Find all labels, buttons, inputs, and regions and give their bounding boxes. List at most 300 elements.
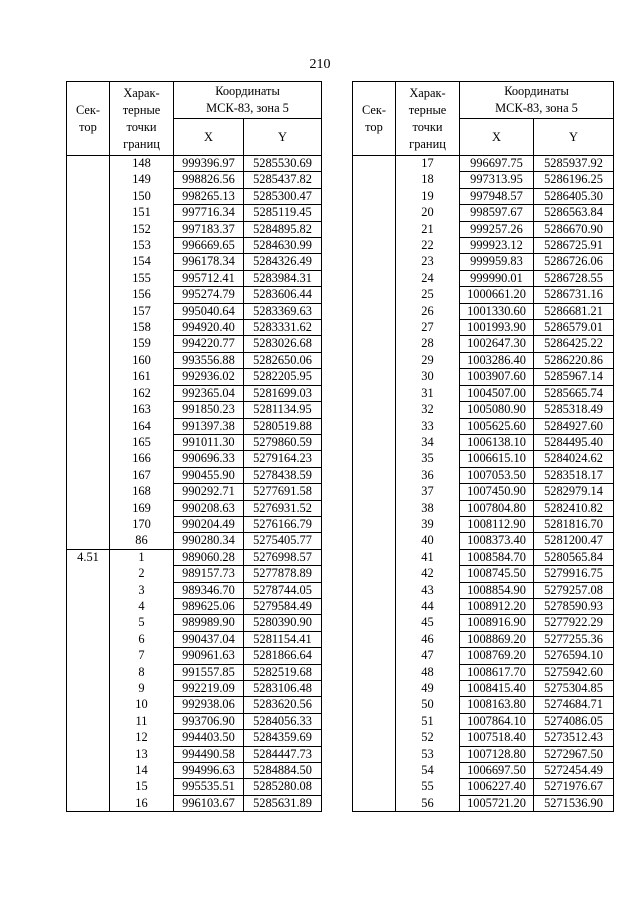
cell-point: 29 xyxy=(396,352,460,368)
cell-x: 1000661.20 xyxy=(460,287,534,303)
cell-x: 990455.90 xyxy=(174,467,244,483)
cell-x: 996103.67 xyxy=(174,795,244,811)
cell-x: 995040.64 xyxy=(174,303,244,319)
cell-sector xyxy=(67,385,110,401)
cell-point: 47 xyxy=(396,648,460,664)
cell-point: 157 xyxy=(110,303,174,319)
cell-y: 5276594.10 xyxy=(534,648,614,664)
header-x: X xyxy=(174,119,244,156)
cell-x: 1005080.90 xyxy=(460,402,534,418)
cell-x: 989060.28 xyxy=(174,549,244,565)
cell-y: 5281816.70 xyxy=(534,516,614,532)
table-row xyxy=(353,418,614,434)
cell-point: 54 xyxy=(396,763,460,779)
table-row xyxy=(67,320,322,336)
cell-point: 45 xyxy=(396,615,460,631)
table-row xyxy=(353,713,614,729)
cell-x: 1007518.40 xyxy=(460,730,534,746)
table-row xyxy=(353,681,614,697)
cell-x: 990208.63 xyxy=(174,500,244,516)
header-x: X xyxy=(460,119,534,156)
cell-sector xyxy=(67,352,110,368)
cell-sector xyxy=(67,598,110,614)
cell-point: 12 xyxy=(110,730,174,746)
table-row xyxy=(67,664,322,680)
cell-point: 165 xyxy=(110,434,174,450)
table-row xyxy=(67,549,322,565)
table-row xyxy=(67,516,322,532)
cell-sector xyxy=(67,713,110,729)
cell-point: 40 xyxy=(396,533,460,549)
table-row xyxy=(67,352,322,368)
cell-y: 5285530.69 xyxy=(244,156,322,172)
cell-point: 161 xyxy=(110,369,174,385)
cell-point: 159 xyxy=(110,336,174,352)
cell-sector xyxy=(353,566,396,582)
coordinates-table-right xyxy=(352,81,614,812)
cell-y: 5283984.31 xyxy=(244,270,322,286)
cell-x: 989157.73 xyxy=(174,566,244,582)
cell-y: 5286670.90 xyxy=(534,221,614,237)
header-coordinates: Координаты МСК-83, зона 5 xyxy=(460,82,614,119)
cell-y: 5285318.49 xyxy=(534,402,614,418)
table-row xyxy=(67,369,322,385)
cell-x: 999959.83 xyxy=(460,254,534,270)
cell-y: 5281154.41 xyxy=(244,631,322,647)
cell-sector xyxy=(67,303,110,319)
cell-y: 5286728.55 xyxy=(534,270,614,286)
header-coordinates: Координаты МСК-83, зона 5 xyxy=(174,82,322,119)
table-row xyxy=(67,451,322,467)
cell-sector xyxy=(67,648,110,664)
cell-point: 5 xyxy=(110,615,174,631)
cell-y: 5285937.92 xyxy=(534,156,614,172)
table-row xyxy=(67,270,322,286)
cell-y: 5277255.36 xyxy=(534,631,614,647)
cell-x: 990204.49 xyxy=(174,516,244,532)
table-row xyxy=(353,172,614,188)
cell-point: 25 xyxy=(396,287,460,303)
cell-x: 1008163.80 xyxy=(460,697,534,713)
cell-sector xyxy=(67,172,110,188)
cell-x: 1006615.10 xyxy=(460,451,534,467)
cell-y: 5283331.62 xyxy=(244,320,322,336)
cell-sector xyxy=(67,516,110,532)
cell-point: 56 xyxy=(396,795,460,811)
table-row xyxy=(353,500,614,516)
table-row xyxy=(67,467,322,483)
cell-y: 5279584.49 xyxy=(244,598,322,614)
cell-y: 5273512.43 xyxy=(534,730,614,746)
table-row xyxy=(67,303,322,319)
cell-x: 1008912.20 xyxy=(460,598,534,614)
page-number: 210 xyxy=(309,57,331,72)
cell-sector xyxy=(67,484,110,500)
cell-sector xyxy=(353,533,396,549)
cell-y: 5279860.59 xyxy=(244,434,322,450)
cell-sector xyxy=(353,697,396,713)
cell-sector xyxy=(67,156,110,172)
cell-y: 5279164.23 xyxy=(244,451,322,467)
cell-y: 5284359.69 xyxy=(244,730,322,746)
table-row xyxy=(353,303,614,319)
cell-y: 5274086.05 xyxy=(534,713,614,729)
cell-x: 992219.09 xyxy=(174,681,244,697)
cell-x: 1008112.90 xyxy=(460,516,534,532)
cell-x: 1007804.80 xyxy=(460,500,534,516)
cell-sector xyxy=(67,287,110,303)
table-row xyxy=(353,254,614,270)
cell-x: 1008617.70 xyxy=(460,664,534,680)
table-row xyxy=(353,779,614,795)
cell-sector xyxy=(353,763,396,779)
cell-sector xyxy=(353,303,396,319)
cell-y: 5286681.21 xyxy=(534,303,614,319)
cell-y: 5286579.01 xyxy=(534,320,614,336)
cell-x: 998826.56 xyxy=(174,172,244,188)
table-row xyxy=(353,631,614,647)
cell-point: 150 xyxy=(110,188,174,204)
cell-y: 5286726.06 xyxy=(534,254,614,270)
cell-point: 21 xyxy=(396,221,460,237)
cell-y: 5286220.86 xyxy=(534,352,614,368)
cell-sector xyxy=(353,221,396,237)
cell-y: 5279916.75 xyxy=(534,566,614,582)
cell-y: 5281200.47 xyxy=(534,533,614,549)
table-row xyxy=(353,467,614,483)
cell-point: 156 xyxy=(110,287,174,303)
cell-y: 5282650.06 xyxy=(244,352,322,368)
table-row xyxy=(353,434,614,450)
table-row xyxy=(67,697,322,713)
table-row xyxy=(67,287,322,303)
cell-point: 170 xyxy=(110,516,174,532)
cell-y: 5277878.89 xyxy=(244,566,322,582)
table-row xyxy=(67,434,322,450)
cell-y: 5285967.14 xyxy=(534,369,614,385)
cell-sector xyxy=(353,467,396,483)
cell-sector xyxy=(67,566,110,582)
table-row xyxy=(353,205,614,221)
cell-y: 5283518.17 xyxy=(534,467,614,483)
table-row xyxy=(67,205,322,221)
header-points: Харак- терные точки границ xyxy=(110,82,174,156)
cell-sector xyxy=(67,254,110,270)
cell-sector xyxy=(353,434,396,450)
cell-point: 152 xyxy=(110,221,174,237)
cell-point: 52 xyxy=(396,730,460,746)
cell-x: 1008869.20 xyxy=(460,631,534,647)
cell-sector xyxy=(67,418,110,434)
table-row xyxy=(353,320,614,336)
cell-x: 1007450.90 xyxy=(460,484,534,500)
cell-x: 1008769.20 xyxy=(460,648,534,664)
cell-y: 5286196.25 xyxy=(534,172,614,188)
cell-point: 30 xyxy=(396,369,460,385)
cell-x: 993556.88 xyxy=(174,352,244,368)
table-row xyxy=(67,385,322,401)
cell-sector xyxy=(67,336,110,352)
header-y: Y xyxy=(244,119,322,156)
cell-x: 992938.06 xyxy=(174,697,244,713)
cell-sector xyxy=(353,402,396,418)
cell-x: 999257.26 xyxy=(460,221,534,237)
cell-point: 13 xyxy=(110,746,174,762)
cell-point: 14 xyxy=(110,763,174,779)
cell-point: 53 xyxy=(396,746,460,762)
cell-y: 5276931.52 xyxy=(244,500,322,516)
table-row xyxy=(353,730,614,746)
cell-point: 28 xyxy=(396,336,460,352)
cell-y: 5279257.08 xyxy=(534,582,614,598)
table-row xyxy=(353,221,614,237)
cell-sector xyxy=(353,188,396,204)
cell-sector xyxy=(353,500,396,516)
cell-x: 1008854.90 xyxy=(460,582,534,598)
cell-y: 5275942.60 xyxy=(534,664,614,680)
cell-y: 5283606.44 xyxy=(244,287,322,303)
table-row xyxy=(67,598,322,614)
table-row xyxy=(67,188,322,204)
cell-point: 20 xyxy=(396,205,460,221)
cell-x: 989346.70 xyxy=(174,582,244,598)
cell-y: 5283026.68 xyxy=(244,336,322,352)
cell-x: 991397.38 xyxy=(174,418,244,434)
cell-sector xyxy=(67,221,110,237)
cell-y: 5284447.73 xyxy=(244,746,322,762)
cell-y: 5284927.60 xyxy=(534,418,614,434)
cell-sector xyxy=(353,369,396,385)
cell-sector xyxy=(67,369,110,385)
cell-sector xyxy=(353,615,396,631)
cell-point: 38 xyxy=(396,500,460,516)
table-row xyxy=(67,615,322,631)
table-row xyxy=(353,188,614,204)
cell-y: 5282205.95 xyxy=(244,369,322,385)
cell-x: 1007128.80 xyxy=(460,746,534,762)
cell-y: 5280390.90 xyxy=(244,615,322,631)
cell-sector xyxy=(353,779,396,795)
table-row xyxy=(67,746,322,762)
cell-y: 5271536.90 xyxy=(534,795,614,811)
cell-x: 1008415.40 xyxy=(460,681,534,697)
cell-y: 5284024.62 xyxy=(534,451,614,467)
table-row xyxy=(353,664,614,680)
cell-y: 5278590.93 xyxy=(534,598,614,614)
cell-y: 5284630.99 xyxy=(244,238,322,254)
cell-point: 44 xyxy=(396,598,460,614)
cell-point: 35 xyxy=(396,451,460,467)
cell-sector xyxy=(67,451,110,467)
cell-sector xyxy=(67,467,110,483)
table-body-left xyxy=(67,156,322,812)
cell-x: 999923.12 xyxy=(460,238,534,254)
cell-point: 158 xyxy=(110,320,174,336)
table-body-right xyxy=(353,156,614,812)
cell-sector xyxy=(353,664,396,680)
table-row xyxy=(67,336,322,352)
cell-sector xyxy=(353,238,396,254)
table-row xyxy=(67,582,322,598)
cell-sector xyxy=(353,484,396,500)
table-row xyxy=(353,238,614,254)
cell-y: 5271976.67 xyxy=(534,779,614,795)
cell-sector xyxy=(67,402,110,418)
cell-x: 1001330.60 xyxy=(460,303,534,319)
cell-point: 37 xyxy=(396,484,460,500)
cell-y: 5276166.79 xyxy=(244,516,322,532)
cell-x: 996697.75 xyxy=(460,156,534,172)
cell-point: 19 xyxy=(396,188,460,204)
cell-point: 26 xyxy=(396,303,460,319)
cell-point: 55 xyxy=(396,779,460,795)
table-row xyxy=(67,681,322,697)
cell-y: 5275405.77 xyxy=(244,533,322,549)
cell-x: 997716.34 xyxy=(174,205,244,221)
cell-sector xyxy=(67,238,110,254)
cell-point: 36 xyxy=(396,467,460,483)
cell-x: 1006227.40 xyxy=(460,779,534,795)
cell-y: 5282519.68 xyxy=(244,664,322,680)
cell-sector xyxy=(67,664,110,680)
cell-point: 42 xyxy=(396,566,460,582)
table-row xyxy=(67,713,322,729)
cell-x: 997183.37 xyxy=(174,221,244,237)
cell-point: 6 xyxy=(110,631,174,647)
table-row xyxy=(353,336,614,352)
cell-sector: 4.51 xyxy=(67,549,110,565)
cell-sector xyxy=(353,598,396,614)
cell-y: 5285280.08 xyxy=(244,779,322,795)
cell-point: 86 xyxy=(110,533,174,549)
cell-y: 5278744.05 xyxy=(244,582,322,598)
cell-x: 990437.04 xyxy=(174,631,244,647)
cell-x: 992936.02 xyxy=(174,369,244,385)
cell-y: 5282410.82 xyxy=(534,500,614,516)
cell-point: 50 xyxy=(396,697,460,713)
table-row xyxy=(353,402,614,418)
cell-point: 43 xyxy=(396,582,460,598)
cell-point: 164 xyxy=(110,418,174,434)
cell-x: 991011.30 xyxy=(174,434,244,450)
cell-point: 27 xyxy=(396,320,460,336)
cell-y: 5278438.59 xyxy=(244,467,322,483)
cell-sector xyxy=(353,385,396,401)
cell-sector xyxy=(353,156,396,172)
cell-y: 5280565.84 xyxy=(534,549,614,565)
cell-point: 18 xyxy=(396,172,460,188)
table-row xyxy=(67,238,322,254)
header-points: Харак- терные точки границ xyxy=(396,82,460,156)
table-row xyxy=(67,763,322,779)
cell-sector xyxy=(67,631,110,647)
table-row xyxy=(353,746,614,762)
table-row xyxy=(353,369,614,385)
cell-point: 24 xyxy=(396,270,460,286)
cell-sector xyxy=(353,287,396,303)
cell-x: 990961.63 xyxy=(174,648,244,664)
cell-point: 7 xyxy=(110,648,174,664)
cell-y: 5285631.89 xyxy=(244,795,322,811)
cell-y: 5283106.48 xyxy=(244,681,322,697)
table-row xyxy=(67,779,322,795)
cell-sector xyxy=(67,615,110,631)
cell-x: 995535.51 xyxy=(174,779,244,795)
cell-x: 992365.04 xyxy=(174,385,244,401)
coordinates-table-left xyxy=(66,81,322,812)
cell-x: 989625.06 xyxy=(174,598,244,614)
cell-x: 1005625.60 xyxy=(460,418,534,434)
cell-x: 998265.13 xyxy=(174,188,244,204)
cell-sector xyxy=(353,254,396,270)
cell-sector xyxy=(67,582,110,598)
cell-y: 5286725.91 xyxy=(534,238,614,254)
cell-point: 11 xyxy=(110,713,174,729)
cell-point: 22 xyxy=(396,238,460,254)
cell-sector xyxy=(353,795,396,811)
table-row xyxy=(67,500,322,516)
cell-y: 5285437.82 xyxy=(244,172,322,188)
cell-sector xyxy=(67,779,110,795)
cell-x: 990280.34 xyxy=(174,533,244,549)
cell-sector xyxy=(353,516,396,532)
table-row xyxy=(67,254,322,270)
cell-point: 51 xyxy=(396,713,460,729)
cell-x: 995274.79 xyxy=(174,287,244,303)
header-y: Y xyxy=(534,119,614,156)
table-row xyxy=(67,730,322,746)
table-row xyxy=(353,582,614,598)
table-row xyxy=(353,549,614,565)
cell-y: 5276998.57 xyxy=(244,549,322,565)
cell-point: 10 xyxy=(110,697,174,713)
cell-y: 5272967.50 xyxy=(534,746,614,762)
cell-sector xyxy=(353,451,396,467)
cell-point: 16 xyxy=(110,795,174,811)
cell-point: 148 xyxy=(110,156,174,172)
table-row xyxy=(353,795,614,811)
cell-point: 46 xyxy=(396,631,460,647)
cell-sector xyxy=(67,763,110,779)
table-row xyxy=(67,402,322,418)
cell-y: 5284884.50 xyxy=(244,763,322,779)
cell-sector xyxy=(67,681,110,697)
table-row xyxy=(353,566,614,582)
cell-point: 33 xyxy=(396,418,460,434)
cell-sector xyxy=(67,270,110,286)
cell-sector xyxy=(353,205,396,221)
cell-point: 168 xyxy=(110,484,174,500)
cell-point: 15 xyxy=(110,779,174,795)
cell-point: 169 xyxy=(110,500,174,516)
header-sector: Сек- тор xyxy=(67,82,110,156)
cell-x: 999396.97 xyxy=(174,156,244,172)
cell-y: 5286405.30 xyxy=(534,188,614,204)
cell-sector xyxy=(353,713,396,729)
cell-x: 996669.65 xyxy=(174,238,244,254)
cell-x: 994403.50 xyxy=(174,730,244,746)
table-row xyxy=(353,287,614,303)
cell-sector xyxy=(353,582,396,598)
header-sector: Сек- тор xyxy=(353,82,396,156)
cell-sector xyxy=(353,730,396,746)
cell-sector xyxy=(67,697,110,713)
cell-x: 1004507.00 xyxy=(460,385,534,401)
cell-y: 5283369.63 xyxy=(244,303,322,319)
cell-y: 5284895.82 xyxy=(244,221,322,237)
cell-point: 49 xyxy=(396,681,460,697)
cell-x: 1007053.50 xyxy=(460,467,534,483)
